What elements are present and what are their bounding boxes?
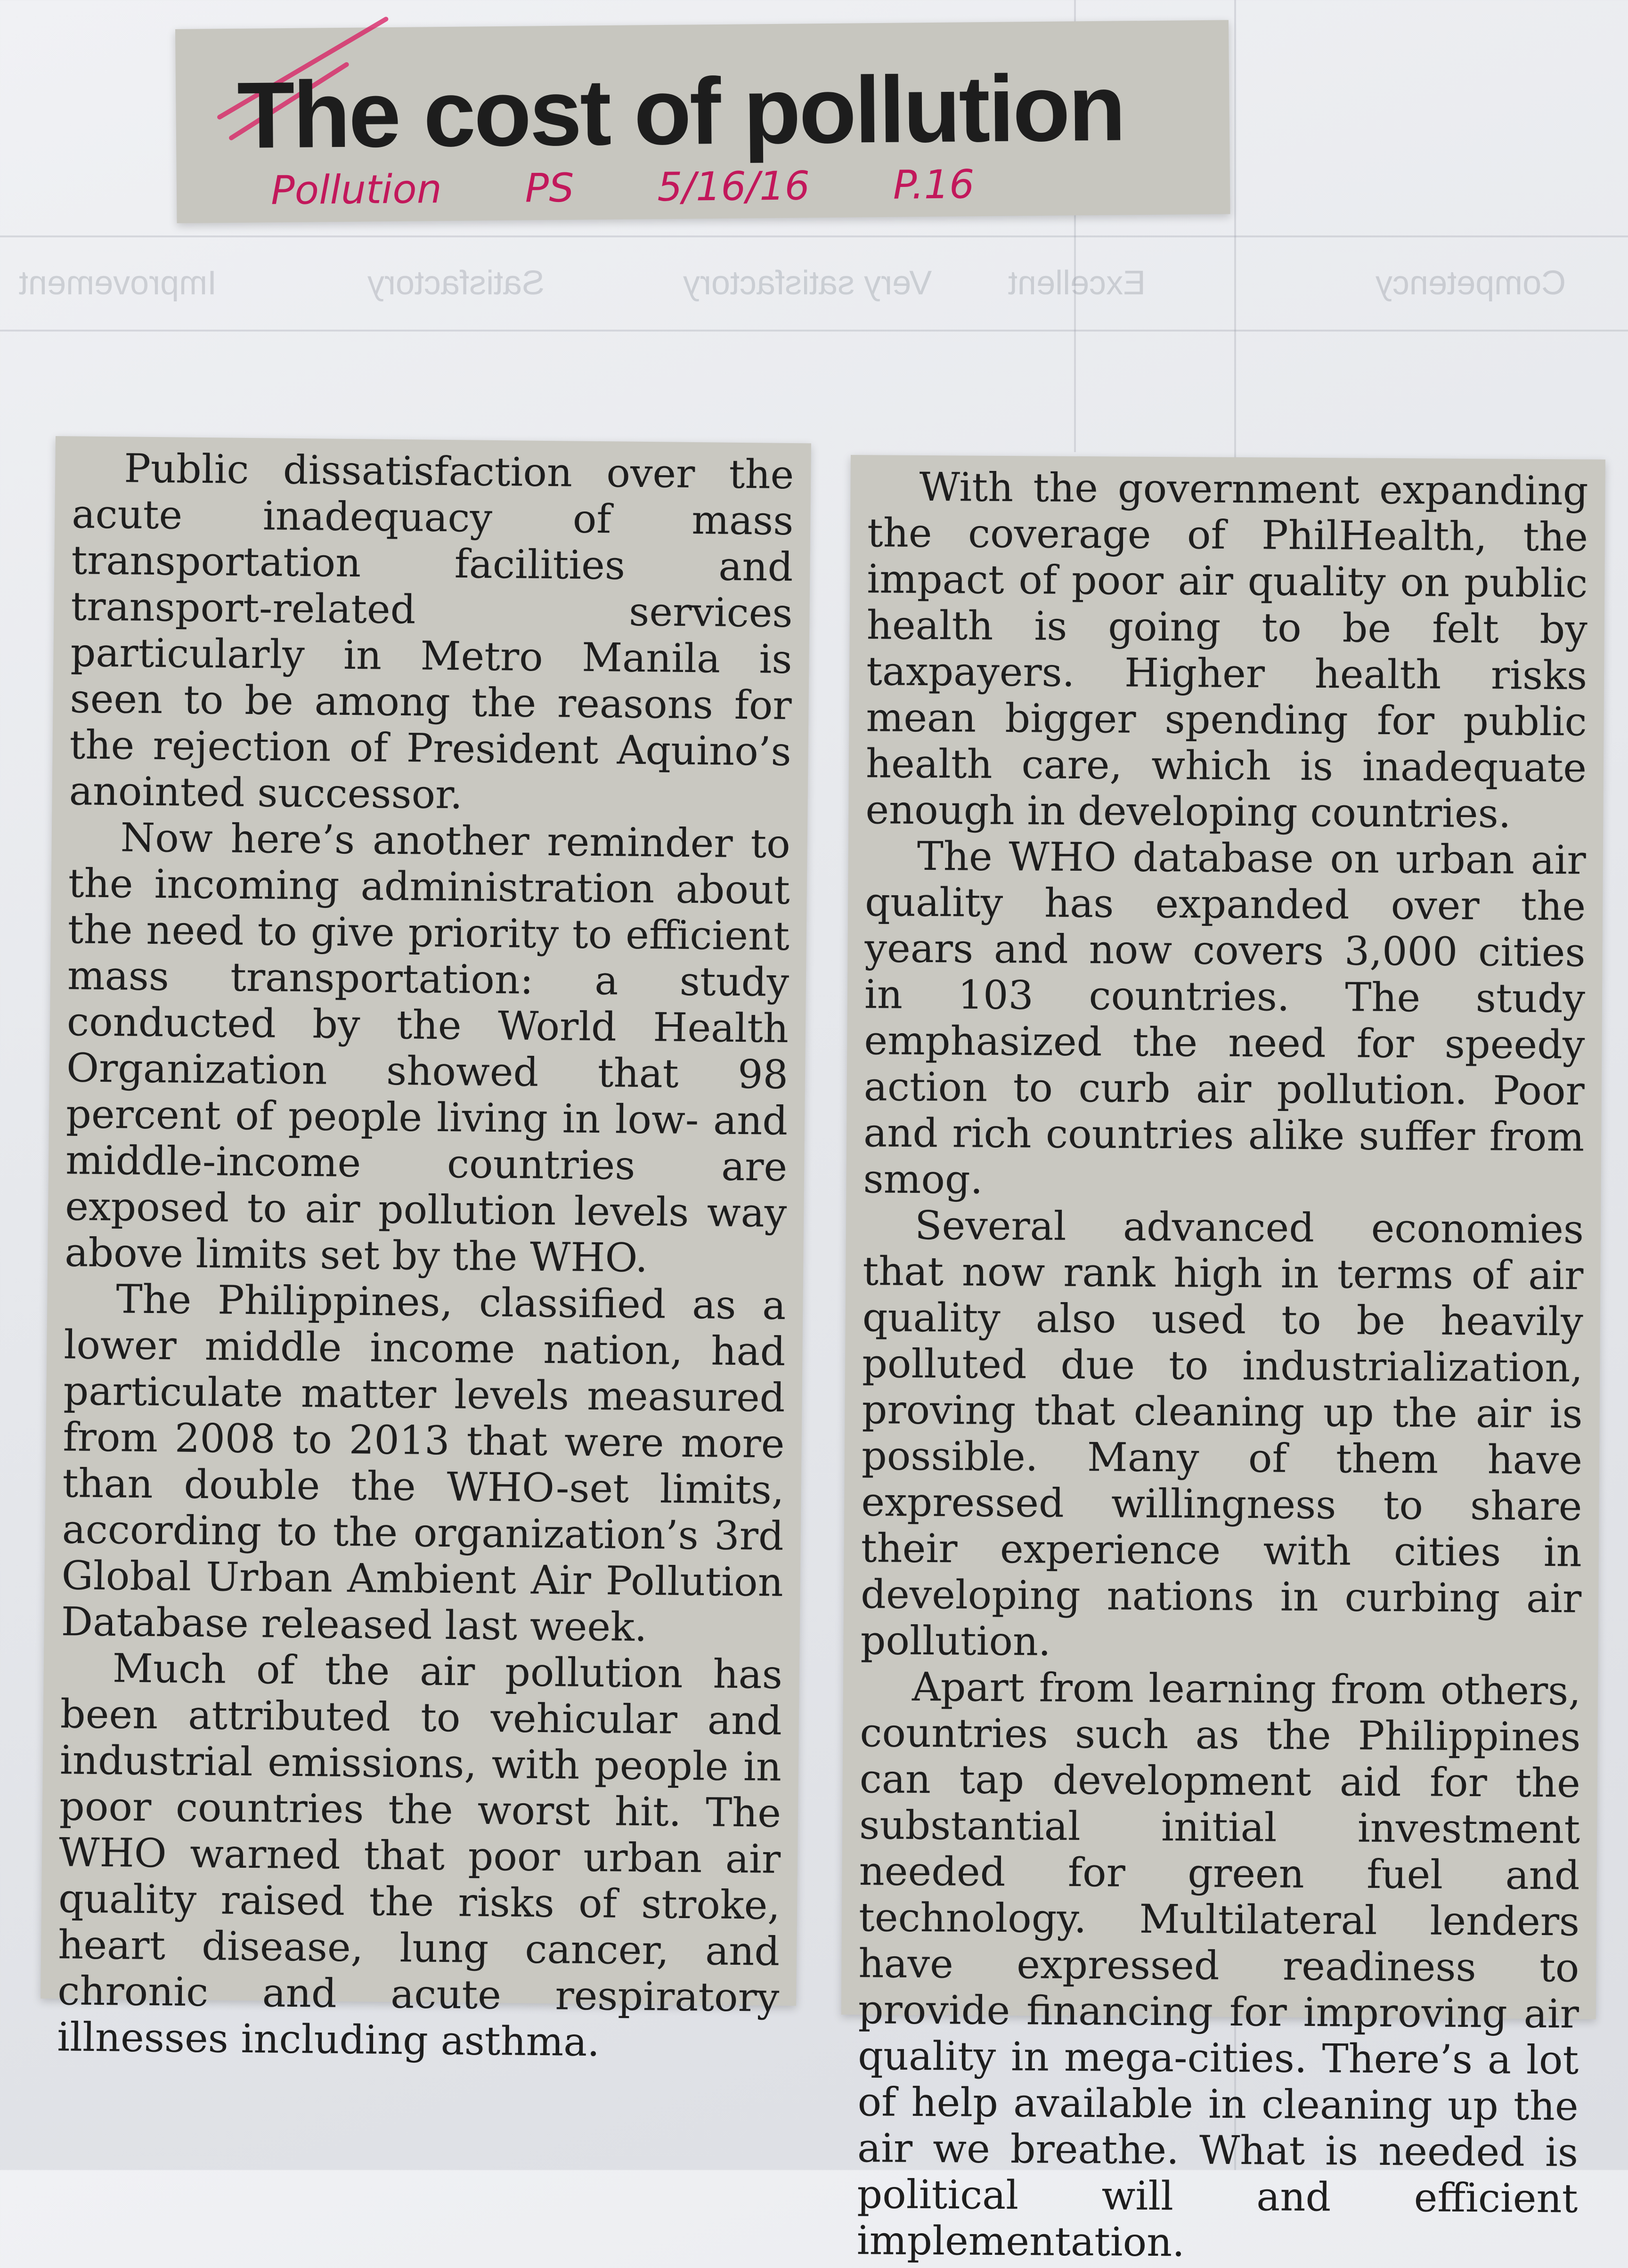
ghost-text: Competency [1376, 264, 1566, 302]
ghost-text: Satisfactory [367, 264, 545, 302]
ghost-text: Excellent [1008, 264, 1146, 302]
ghost-rule [0, 235, 1628, 237]
handwritten-note [271, 161, 1045, 213]
paragraph: Public dissatisfaction over the acute inadequacy of mass transportation facilities and transport-related services particularly in Metro Manila is seen to be among the reasons for the rejection of President Aquino’s anointed successor. [69, 445, 794, 818]
paragraph: Several advanced economies that now rank high in terms of air quality also used to be heavily polluted due to industrialization, proving that cleaning up the air is possible. Many of them have expressed willingness to share their experience with cities in developing nations in curbing air pollution. [860, 1202, 1584, 1665]
note-page: P.16 [893, 161, 975, 208]
paragraph: With the government expanding the coverage of PhilHealth, the impact of poor air quality on public health is going to be felt by taxpayers. Higher health risks mean bigger spending for public health care, which is inadequate enough in developing countries. [865, 463, 1588, 837]
paragraph: The WHO database on urban air quality has expanded over the years and now covers 3,000 cities in 103 countries. The study emphasized the need for speedy action to curb air pollution. Poor and rich countries alike suffer from smog. [863, 833, 1587, 1203]
ghost-text: Very satisfactory [683, 264, 932, 302]
note-date: 5/16/16 [657, 162, 810, 211]
paragraph: Now here’s another reminder to the incoming administration about the need to give priority to efficient mass transportation: a study conducted by the World Health Organization showed that 98 percent of people living in low- and middle-income countries are exposed to air pollution levels way above limits set by the WHO. [64, 814, 791, 1281]
note-topic: Pollution [270, 166, 442, 214]
ghost-text: Improvement [19, 264, 217, 302]
paragraph: Apart from learning from others, countries such as the Philippines can tap development aid for the substantial initial investment needed for green fuel and technology. Multilateral lenders have expressed readiness to provide financing for improving air quality in mega-cities. There’s a lot of help available in cleaning up the air we breathe. What is needed is political will and efficient implementation. [856, 1663, 1581, 2266]
article-right-column [841, 455, 1605, 2266]
note-initials: PS [525, 164, 574, 211]
article-left-column [41, 436, 811, 2066]
ghost-rule [0, 330, 1628, 332]
headline-clipping [175, 20, 1230, 223]
headline-title: The cost of pollution [236, 55, 1124, 168]
paragraph: Much of the air pollution has been attributed to vehicular and industrial emissions, with people in poor countries the worst hit. The WHO warned that poor urban air quality raised the risks of stroke, heart disease, lung cancer, and chronic and acute respiratory illnesses including asthma. [57, 1645, 783, 2066]
paragraph: The Philippines, classified as a lower middle income nation, had particulate matter levels measured from 2008 to 2013 that were more than double the WHO-set limits, according to the organization’s 3rd Global Urban Ambient Air Pollution Database released last week. [61, 1276, 786, 1651]
